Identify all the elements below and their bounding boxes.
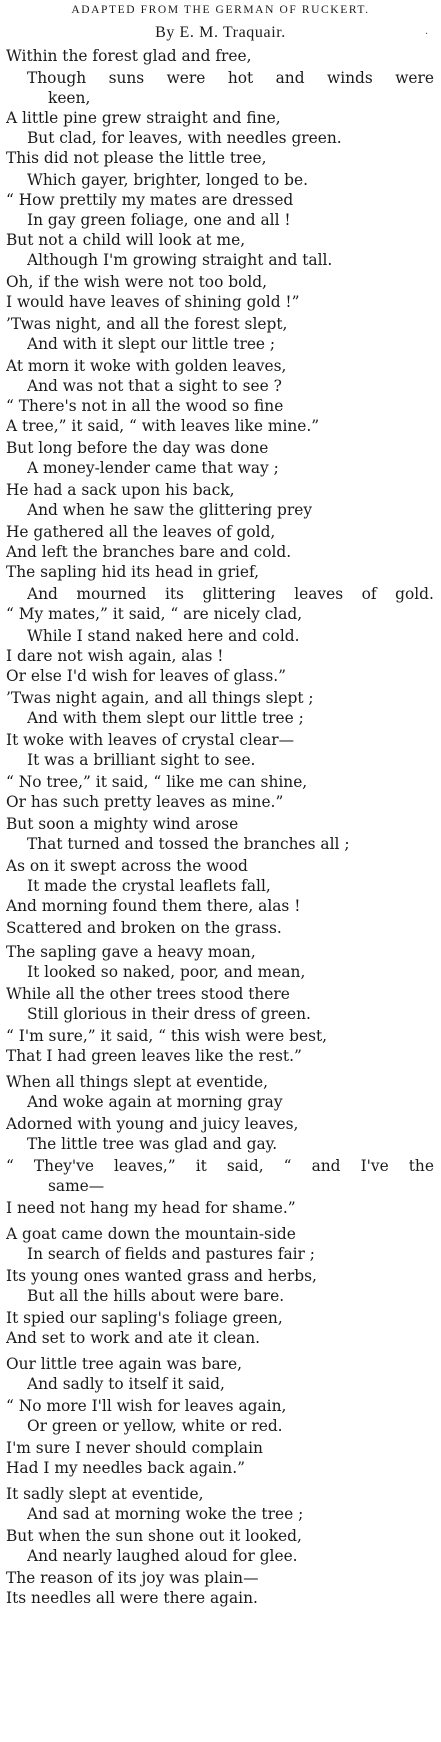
poem-line: I need not hang my head for shame.” [6,1199,296,1217]
poem-line: That I had green leaves like the rest.” [6,1047,302,1065]
poem-line: Or green or yellow, white or red. [27,1417,283,1435]
poem-line: Which gayer, brighter, longed to be. [27,171,308,189]
poem-line: And woke again at morning gray [27,1093,283,1111]
poem-line: And when he saw the glittering prey [27,501,313,519]
poem-line: Our little tree again was bare, [6,1355,243,1373]
poem-line: “ My mates,” it said, “ are nicely clad, [6,605,303,623]
poem-line: He had a sack upon his back, [6,481,235,499]
poem-line: That turned and tossed the branches all ; [27,835,350,853]
poem-line: In search of fields and pastures fair ; [27,1245,315,1263]
poem-line: It spied our sapling's foliage green, [6,1309,283,1327]
poem-line: It sadly slept at eventide, [6,1485,204,1503]
poem-line: And with it slept our little tree ; [27,335,276,353]
poem-line: And sad at morning woke the tree ; [27,1505,304,1523]
poem-line: Its young ones wanted grass and herbs, [6,1267,317,1285]
print-speck: · [425,29,429,40]
poem-line: But soon a mighty wind arose [6,815,239,833]
poem-line: But long before the day was done [6,439,269,457]
poem-line: This did not please the little tree, [6,149,267,167]
poem-line: And set to work and ate it clean. [6,1329,261,1347]
poem-line: It was a brilliant sight to see. [27,751,256,769]
poem-line: But clad, for leaves, with needles green. [27,129,342,147]
poem-line: And morning found them there, alas ! [6,897,301,915]
poem-line: And left the branches bare and cold. [6,543,292,561]
poem-line: And nearly laughed aloud for glee. [27,1547,298,1565]
poem-line: same— [48,1177,105,1195]
poem-line: But not a child will look at me, [6,231,246,249]
poem-line: And sadly to itself it said, [27,1375,225,1393]
poem-line: ’Twas night, and all the forest slept, [6,315,288,333]
poem-line: In gay green foliage, one and all ! [27,211,291,229]
poem-line: Oh, if the wish were not too bold, [6,273,268,291]
poem-line: As on it swept across the wood [6,857,248,875]
poem-line: Within the forest glad and free, [6,47,252,65]
poem-line: And mourned its glittering leaves of gold. [27,585,434,603]
poem-line: “ No tree,” it said, “ like me can shine, [6,773,308,791]
poem-line: The sapling hid its head in grief, [6,563,260,581]
poem-line: But when the sun shone out it looked, [6,1527,302,1545]
poem-line: “ There's not in all the wood so fine [6,397,284,415]
poem-line: It woke with leaves of crystal clear— [6,731,294,749]
poem-line: The little tree was glad and gay. [27,1135,278,1153]
poem-line: “ How prettily my mates are dressed [6,191,294,209]
poem-line: I would have leaves of shining gold !” [6,293,300,311]
poem-line: I dare not wish again, alas ! [6,647,224,665]
poem-line: And with them slept our little tree ; [27,709,304,727]
poem-line: Its needles all were there again. [6,1589,258,1607]
poem-line: But all the hills about were bare. [27,1287,285,1305]
poem-line: When all things slept at eventide, [6,1073,269,1091]
poem-line: I'm sure I never should complain [6,1439,263,1457]
poem-line: Or else I'd wish for leaves of glass.” [6,667,287,685]
poem-line: “ I'm sure,” it said, “ this wish were best, [6,1027,328,1045]
poem-line: Had I my needles back again.” [6,1459,245,1477]
poem-line: Although I'm growing straight and tall. [27,251,333,269]
poem-line: And was not that a sight to see ? [27,377,282,395]
poem-line: The sapling gave a heavy moan, [6,943,256,961]
poem-line: It looked so naked, poor, and mean, [27,963,306,981]
poem-line: Still glorious in their dress of green. [27,1005,311,1023]
adapted-from-subtitle: ADAPTED FROM THE GERMAN OF RUCKERT. [71,4,370,16]
poem-line: A tree,” it said, “ with leaves like mine.” [6,417,320,435]
poem-line: While all the other trees stood there [6,985,290,1003]
poem-line: A money-lender came that way ; [27,459,279,477]
poem-line: A goat came down the mountain-side [6,1225,296,1243]
poem-line: It made the crystal leaflets fall, [27,877,271,895]
poem-line: “ No more I'll wish for leaves again, [6,1397,287,1415]
poem-line: At morn it woke with golden leaves, [6,357,287,375]
poem-line: ’Twas night again, and all things slept ; [6,689,314,707]
poem-line: keen, [48,89,91,107]
poem-line: Scattered and broken on the grass. [6,919,282,937]
poem-line: The reason of its joy was plain— [6,1569,259,1587]
poem-line: Adorned with young and juicy leaves, [6,1115,299,1133]
poem-line: He gathered all the leaves of gold, [6,523,276,541]
poem-line: While I stand naked here and cold. [27,627,300,645]
poem-line: Though suns were hot and winds were [27,69,434,87]
poem-line: “ They've leaves,” it said, “ and I've the [6,1157,434,1175]
poem-line: Or has such pretty leaves as mine.” [6,793,284,811]
author-byline: By E. M. Traquair. [155,24,286,41]
poem-line: A little pine grew straight and fine, [6,109,281,127]
